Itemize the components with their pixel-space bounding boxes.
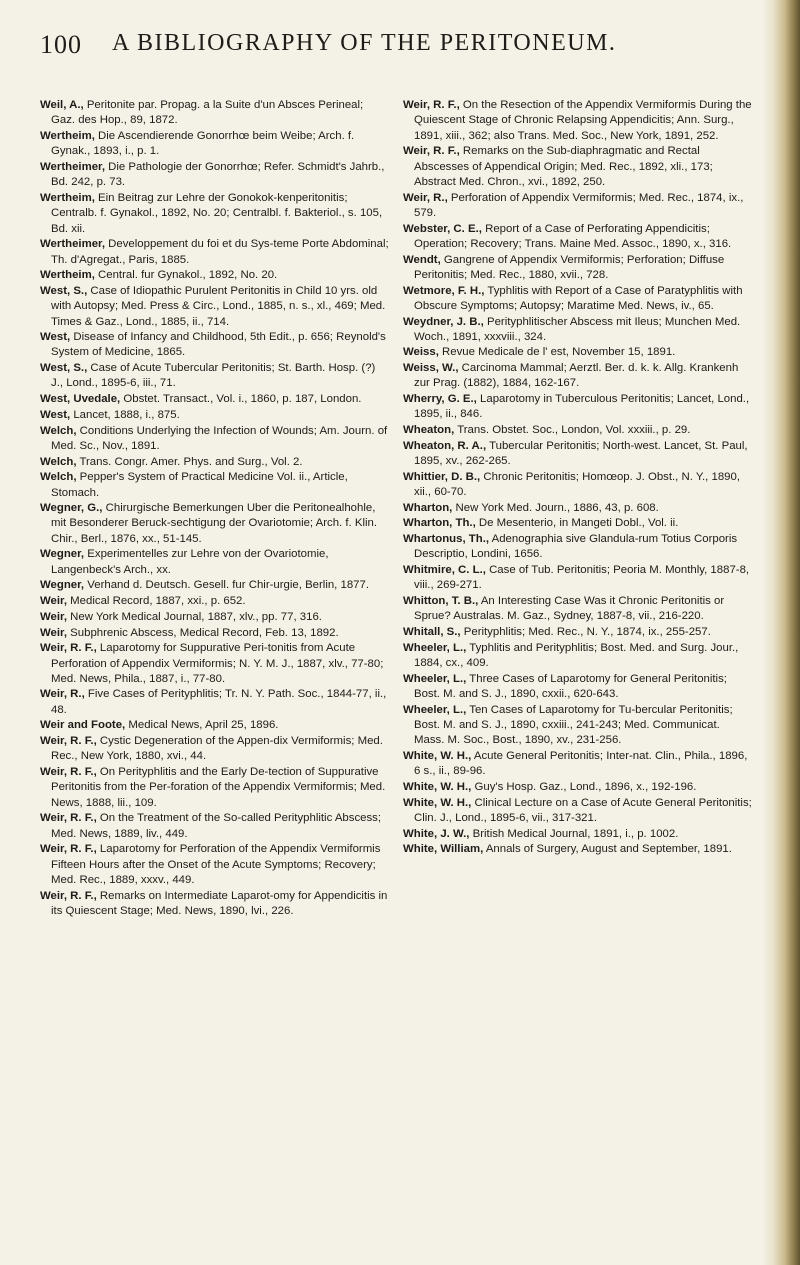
bibliography-entry bbox=[40, 455, 390, 470]
bibliography-entry bbox=[40, 424, 390, 455]
entry-citation: Central. fur Gynakol., 1892, No. 20. bbox=[94, 269, 278, 282]
bibliography-entry bbox=[403, 703, 753, 749]
bibliography-entry bbox=[40, 392, 390, 407]
bibliography-entry bbox=[403, 191, 753, 222]
entry-author: Weir, bbox=[40, 610, 68, 623]
entry-author: Whartonus, Th., bbox=[403, 533, 490, 546]
bibliography-entry bbox=[403, 361, 753, 392]
entry-author: Wertheim, bbox=[40, 269, 95, 282]
entry-author: White, W. H., bbox=[403, 781, 472, 794]
bibliography-entry bbox=[40, 626, 390, 641]
entry-author: Welch, bbox=[40, 455, 77, 468]
entry-author: Welch, bbox=[40, 424, 77, 437]
bibliography-entry bbox=[403, 749, 753, 780]
entry-author: Weir, R. F., bbox=[40, 812, 97, 825]
entry-author: West, Uvedale, bbox=[40, 393, 121, 406]
entry-citation: Perityphlitis; Med. Rec., N. Y., 1874, ix., 255-257. bbox=[460, 626, 711, 639]
bibliography-entry bbox=[40, 98, 390, 129]
entry-citation: Conditions Underlying the Infection of Wounds; Am. Journ. of Med. Sc., Nov., 1891. bbox=[51, 424, 388, 452]
bibliography-entry bbox=[403, 345, 753, 360]
bibliography-entry bbox=[403, 594, 753, 625]
entry-citation: Case of Acute Tubercular Peritonitis; St. Barth. Hosp. (?) J., Lond., 1895-6, iii., 71. bbox=[51, 362, 376, 390]
entry-citation: Developpement du foi et du Sys-teme Porte Abdominal; Th. d'Agregat., Paris, 1885. bbox=[51, 238, 389, 266]
entry-author: Weir, R. F., bbox=[40, 889, 97, 902]
entry-author: Wharton, bbox=[403, 501, 453, 514]
bibliography-entry bbox=[40, 501, 390, 547]
entry-author: Weiss, W., bbox=[403, 362, 459, 375]
entry-author: Weir, R. F., bbox=[40, 735, 97, 748]
entry-citation: On the Treatment of the So-called Perityphlitic Abscess; Med. News, 1889, liv., 449. bbox=[51, 812, 382, 840]
bibliography-entry bbox=[403, 284, 753, 315]
bibliography-entry bbox=[403, 315, 753, 346]
bibliography-entry bbox=[40, 889, 390, 920]
entry-author: Wheaton, bbox=[403, 424, 455, 437]
entry-citation: Peritonite par. Propag. a la Suite d'un Absces Perineal; Gaz. des Hop., 89, 1872. bbox=[51, 99, 364, 127]
bibliography-entry bbox=[403, 98, 753, 144]
entry-citation: Remarks on the Sub-diaphragmatic and Rectal Abscesses of Appendical Origin; Med. Rec., 1892, xli., 173; Abstract Med. Chron., xvi., 1892, 250. bbox=[414, 145, 713, 188]
entry-author: Weir, bbox=[40, 595, 68, 608]
entry-citation: Adenographia sive Glandula-rum Totius Corporis Descriptio, Londini, 1656. bbox=[414, 533, 738, 561]
entry-author: Whitton, T. B., bbox=[403, 595, 479, 608]
entry-citation: Case of Tub. Peritonitis; Peoria M. Monthly, 1887-8, viii., 269-271. bbox=[414, 564, 750, 592]
entry-author: Wheeler, L., bbox=[403, 703, 467, 716]
entry-author: Weir, R. F., bbox=[40, 843, 97, 856]
entry-citation: Laparotomy for Suppurative Peri-tonitis from Acute Perforation of Appendix Vermiformis; N. Y. M. J., 1887, xlv., 77-80; Med. News, Phila., 1887, i., 77-80. bbox=[51, 642, 384, 685]
entry-author: Wheaton, R. A., bbox=[403, 439, 487, 452]
bibliography-entry bbox=[403, 532, 753, 563]
entry-citation: Chronic Peritonitis; Homœop. J. Obst., N. Y., 1890, xii., 60-70. bbox=[414, 470, 740, 499]
entry-author: Weir, R., bbox=[403, 191, 448, 204]
entry-author: Weir, R. F., bbox=[403, 145, 460, 158]
entry-author: Weir, R. F., bbox=[403, 99, 460, 111]
bibliography-entry bbox=[403, 222, 753, 253]
bibliography-entry bbox=[403, 796, 753, 827]
entry-citation: Five Cases of Perityphlitis; Tr. N. Y. Path. Soc., 1844-77, ii., 48. bbox=[51, 688, 387, 716]
bibliography-entry bbox=[40, 160, 390, 191]
entry-author: Welch, bbox=[40, 471, 77, 484]
entry-citation: Trans. Congr. Amer. Phys. and Surg., Vol. 2. bbox=[76, 455, 303, 468]
entry-citation: On Perityphlitis and the Early De-tection of Suppurative Peritonitis from the Per-foration of the Appendix Vermiformis; Med. News, 1888, lii., 109. bbox=[51, 766, 386, 809]
entry-author: Wegner, G., bbox=[40, 502, 103, 515]
entry-citation: Die Ascendierende Gonorrhœ beim Weibe; Arch. f. Gynak., 1893, i., p. 1. bbox=[51, 129, 355, 158]
entry-author: West, bbox=[40, 331, 71, 344]
entry-citation: British Medical Journal, 1891, i., p. 1002. bbox=[469, 827, 679, 840]
entry-author: White, William, bbox=[403, 843, 484, 856]
entry-citation: Revue Medicale de l' est, November 15, 1891. bbox=[438, 346, 676, 359]
bibliography-entry bbox=[40, 734, 390, 765]
bibliography-entry bbox=[40, 268, 390, 283]
entry-author: West, S., bbox=[40, 284, 88, 297]
bibliography-entry bbox=[403, 563, 753, 594]
entry-author: West, bbox=[40, 408, 71, 421]
entry-author: Wheeler, L., bbox=[403, 672, 467, 685]
bibliography-entry bbox=[40, 361, 390, 392]
entry-author: Weir, R., bbox=[40, 688, 85, 701]
bibliography-entry bbox=[40, 129, 390, 160]
entry-citation: Annals of Surgery, August and September, 1891. bbox=[483, 843, 732, 856]
entry-citation: Remarks on Intermediate Laparot-omy for Appendicitis in its Quiescent Stage; Med. News, 1890, lvi., 226. bbox=[51, 889, 388, 917]
entry-citation: Perforation of Appendix Vermiformis; Med. Rec., 1874, ix., 579. bbox=[414, 191, 744, 219]
right-column bbox=[403, 98, 753, 858]
entry-citation: New York Med. Journ., 1886, 43, p. 608. bbox=[452, 501, 659, 514]
entry-citation: New York Medical Journal, 1887, xlv., pp. 77, 316. bbox=[67, 610, 322, 623]
bibliography-entry bbox=[403, 516, 753, 531]
entry-citation: Tubercular Peritonitis; North-west. Lancet, St. Paul, 1895, xv., 262-265. bbox=[414, 439, 748, 468]
bibliography-entry bbox=[40, 578, 390, 593]
entry-author: White, W. H., bbox=[403, 796, 472, 809]
entry-citation: Case of Idiopathic Purulent Peritonitis in Child 10 yrs. old with Autopsy; Med. Press & Circ., Lond., 1885, n. s., xl., 469; Med. Times & Gaz., Lond., 1885, ii., 714. bbox=[51, 284, 386, 328]
entry-author: Wegner, bbox=[40, 548, 85, 561]
entry-citation: Carcinoma Mammal; Aerztl. Ber. d. k. k. Allg. Krankenh zur Prag. (1882), 1884, 162-167. bbox=[414, 362, 739, 390]
bibliography-entry bbox=[403, 253, 753, 284]
entry-author: Webster, C. E., bbox=[403, 222, 482, 235]
entry-author: Wheeler, L., bbox=[403, 641, 467, 654]
bibliography-entry bbox=[403, 842, 753, 857]
entry-citation: Gangrene of Appendix Vermiformis; Perforation; Diffuse Peritonitis; Med. Rec., 1880, xvii., 728. bbox=[414, 253, 725, 281]
bibliography-entry bbox=[40, 842, 390, 888]
entry-author: Wetmore, F. H., bbox=[403, 284, 485, 297]
entry-author: West, S., bbox=[40, 362, 88, 375]
bibliography-entry bbox=[40, 237, 390, 268]
entry-author: Wendt, bbox=[403, 253, 441, 266]
running-title: A BIBLIOGRAPHY OF THE PERITONEUM. bbox=[112, 30, 617, 56]
entry-author: Weir, bbox=[40, 626, 68, 639]
entry-author: Weir and Foote, bbox=[40, 719, 126, 732]
entry-citation: Report of a Case of Perforating Appendicitis; Operation; Recovery; Trans. Maine Med. Assoc., 1890, x., 316. bbox=[414, 222, 732, 250]
entry-citation: Pepper's System of Practical Medicine Vol. ii., Article, Stomach. bbox=[51, 471, 348, 499]
bibliography-entry bbox=[403, 392, 753, 423]
entry-author: Wertheimer, bbox=[40, 160, 105, 173]
entry-citation: Medical News, April 25, 1896. bbox=[125, 719, 279, 732]
entry-citation: De Mesenterio, in Mangeti Dobl., Vol. ii. bbox=[475, 517, 679, 530]
entry-citation: An Interesting Case Was it Chronic Peritonitis or Sprue? Australas. M. Gaz., Sydney, 1887-8, vii., 216-220. bbox=[414, 595, 725, 623]
bibliography-entry bbox=[40, 610, 390, 625]
bibliography-entry bbox=[403, 470, 753, 501]
entry-citation: Laparotomy for Perforation of the Appendix Vermiformis Fifteen Hours after the Onset of the Acute Symptoms; Recovery; Med. Rec., 1889, xxxv., 449. bbox=[51, 843, 381, 886]
bibliography-entry bbox=[403, 827, 753, 842]
entry-author: Whitmire, C. L., bbox=[403, 564, 486, 577]
page-edge-shadow bbox=[762, 0, 800, 1265]
entry-citation: Typhlitis and Perityphlitis; Bost. Med. and Surg. Jour., 1884, cx., 409. bbox=[414, 641, 739, 670]
entry-citation: Cystic Degeneration of the Appen-dix Vermiformis; Med. Rec., New York, 1880, xvi., 44. bbox=[51, 735, 383, 763]
bibliography-entry bbox=[403, 625, 753, 640]
entry-citation: Acute General Peritonitis; Inter-nat. Clin., Phila., 1896, 6 s., ii., 89-96. bbox=[414, 750, 748, 778]
entry-author: Weir, R. F., bbox=[40, 766, 97, 779]
entry-author: Wertheimer, bbox=[40, 238, 105, 251]
bibliography-entry bbox=[40, 687, 390, 718]
bibliography-entry bbox=[403, 641, 753, 672]
entry-citation: Obstet. Transact., Vol. i., 1860, p. 187, London. bbox=[120, 393, 362, 406]
entry-citation: Typhlitis with Report of a Case of Paratyphlitis with Obscure Symptoms; Autopsy; Maratime Med. News, iv., 65. bbox=[414, 284, 743, 312]
entry-citation: Subphrenic Abscess, Medical Record, Feb. 13, 1892. bbox=[67, 626, 339, 639]
bibliography-entry bbox=[40, 547, 390, 578]
entry-citation: On the Resection of the Appendix Vermiformis During the Quiescent Stage of Chronic Relapsing Appendicitis; Ann. Surg., 1891, xiii., 362; also Trans. Med. Soc., New York, 1891, 252. bbox=[414, 99, 752, 142]
entry-author: Wharton, Th., bbox=[403, 517, 476, 530]
entry-citation: Lancet, 1888, i., 875. bbox=[70, 408, 180, 421]
bibliography-entry bbox=[40, 330, 390, 361]
bibliography-entry bbox=[40, 470, 390, 501]
entry-citation: Disease of Infancy and Childhood, 5th Edit., p. 656; Reynold's System of Medicine, 1865. bbox=[51, 331, 386, 359]
entry-citation: Experimentelles zur Lehre von der Ovariotomie, Langenbeck's Arch., xx. bbox=[51, 548, 329, 576]
entry-author: Weydner, J. B., bbox=[403, 315, 484, 328]
entry-citation: Laparotomy in Tuberculous Peritonitis; Lancet, Lond., 1895, ii., 846. bbox=[414, 393, 750, 421]
entry-citation: Ten Cases of Laparotomy for Tu-bercular Peritonitis; Bost. M. and S. J., 1890, cxxiii., 241-243; Med. Communicat. Mass. M. Soc., Bost., 1890, xv., 231-256. bbox=[414, 703, 733, 747]
bibliography-entry bbox=[40, 284, 390, 330]
entry-citation: Ein Beitrag zur Lehre der Gonokok-kenperitonitis; Centralb. f. Gynakol., 1892, No. 20; Centralbl. f. Bakteriol., s. 105, Bd. xii. bbox=[51, 191, 383, 235]
bibliography-entry bbox=[403, 672, 753, 703]
bibliography-entry bbox=[403, 780, 753, 795]
bibliography-entry bbox=[403, 144, 753, 190]
bibliography-entry bbox=[40, 594, 390, 609]
entry-citation: Guy's Hosp. Gaz., Lond., 1896, x., 192-196. bbox=[471, 781, 697, 794]
entry-author: Wertheim, bbox=[40, 129, 95, 142]
page-number: 100 bbox=[40, 30, 82, 59]
entry-author: Wegner, bbox=[40, 579, 85, 592]
entry-author: Whitall, S., bbox=[403, 626, 461, 639]
bibliography-entry bbox=[40, 641, 390, 687]
entry-author: Weil, A., bbox=[40, 99, 84, 111]
entry-citation: Trans. Obstet. Soc., London, Vol. xxxiii., p. 29. bbox=[454, 424, 691, 437]
bibliography-entry bbox=[40, 718, 390, 733]
bibliography-entry bbox=[403, 501, 753, 516]
entry-citation: Three Cases of Laparotomy for General Peritonitis; Bost. M. and S. J., 1890, cxxii., 620-643. bbox=[414, 672, 727, 701]
entry-citation: Die Pathologie der Gonorrhœ; Refer. Schmidt's Jahrb., Bd. 242, p. 73. bbox=[51, 160, 385, 189]
bibliography-entry bbox=[403, 439, 753, 470]
entry-citation: Perityphlitischer Abscess mit Ileus; Munchen Med. Woch., 1891, xxxviii., 324. bbox=[414, 315, 741, 343]
bibliography-entry bbox=[40, 408, 390, 423]
bibliography-entry bbox=[40, 191, 390, 237]
left-column bbox=[40, 98, 390, 920]
entry-author: Weir, R. F., bbox=[40, 642, 97, 655]
bibliography-entry bbox=[40, 765, 390, 811]
bibliography-entry bbox=[40, 811, 390, 842]
entry-citation: Medical Record, 1887, xxi., p. 652. bbox=[67, 595, 246, 608]
entry-citation: Clinical Lecture on a Case of Acute General Peritonitis; Clin. J., Lond., 1895-6, vii., 317-321. bbox=[414, 796, 752, 825]
entry-author: Wertheim, bbox=[40, 191, 95, 204]
entry-author: Whittier, D. B., bbox=[403, 470, 481, 483]
bibliography-entry bbox=[403, 423, 753, 438]
entry-author: White, W. H., bbox=[403, 750, 472, 763]
entry-author: Wherry, G. E., bbox=[403, 393, 477, 406]
entry-author: White, J. W., bbox=[403, 827, 470, 840]
page-header bbox=[40, 28, 752, 68]
entry-citation: Chirurgische Bemerkungen Uber die Peritonealhohle, mit Besonderer Beruck-sechtigung der Ovariotomie; Arch. f. Klin. Chir., Berl., 1876, xx., 51-145. bbox=[51, 502, 378, 545]
entry-citation: Verhand d. Deutsch. Gesell. fur Chir-urgie, Berlin, 1877. bbox=[84, 579, 370, 592]
entry-author: Weiss, bbox=[403, 346, 439, 359]
